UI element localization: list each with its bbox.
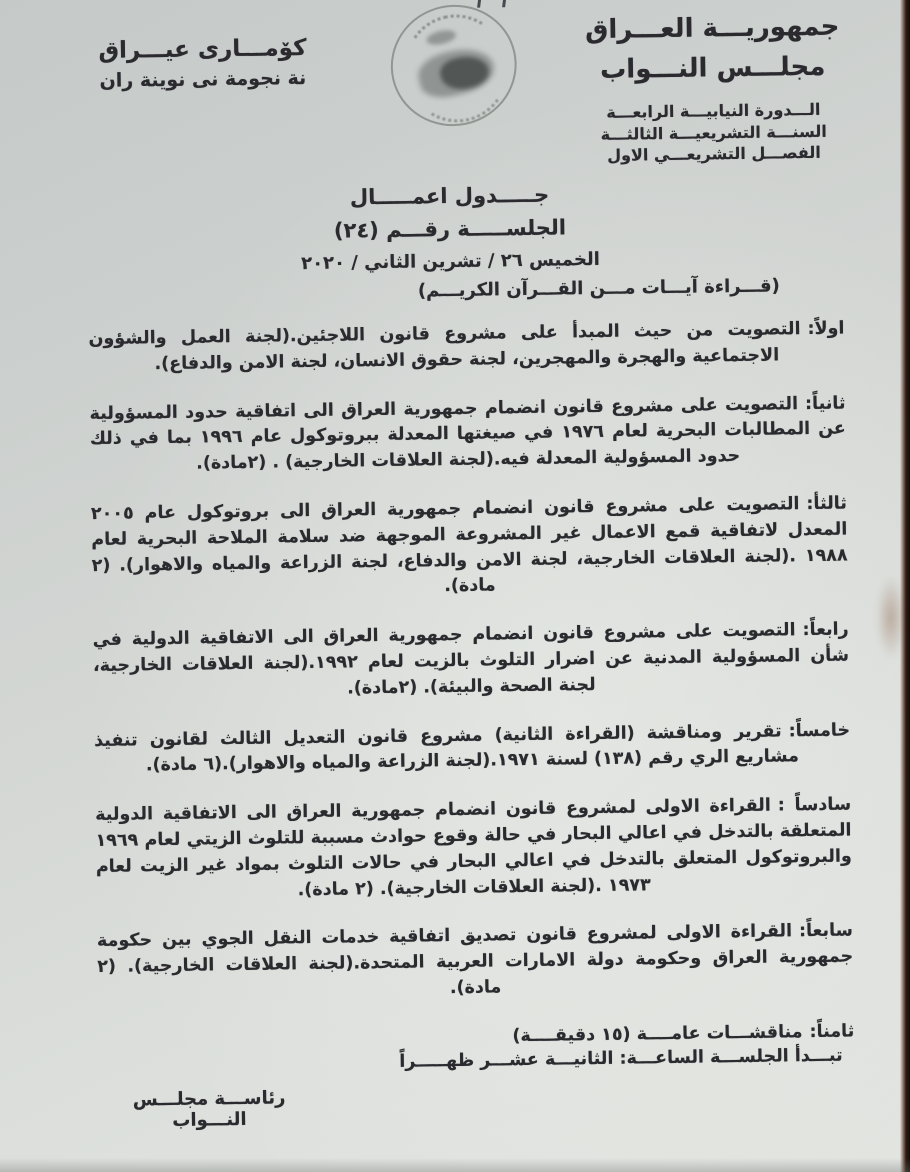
agenda-item-text: التصويت على مشروع قانون انضمام جمهورية العراق الى بروتوكول عام ٢٠٠٥ المعدل لاتفاقية قمع الاعمال غير المشروعة الموجهة ضد سلامة الملاحة البحرية لعام ١٩٨٨ .(لجنة العلاقات الخارجية، لجنة الامن والدفاع، لجنة الزراعة والمياه والاهوار). (٢ مادة). bbox=[90, 494, 848, 597]
legislative-year-line: السنـــة التشريعيـــة الثالثـــة bbox=[600, 121, 827, 144]
republic-of-iraq-title: جمهوريـــة العـــراق bbox=[584, 11, 840, 46]
agenda-list bbox=[88, 317, 854, 1079]
top-edge-mark bbox=[477, 0, 507, 8]
agenda-title: جـــــدول اعمـــــال bbox=[349, 182, 550, 210]
council-of-representatives-title: مجلـــس النـــواب bbox=[599, 51, 826, 85]
agenda-item bbox=[94, 718, 851, 780]
council-seal-icon bbox=[379, 0, 529, 138]
agenda-item bbox=[88, 317, 845, 379]
quran-reading-line: (قـــراءة آيـــات مـــن القـــرآن الكريـــم) bbox=[417, 275, 780, 302]
agenda-item-text: تقرير ومناقشة (القراءة الثانية) مشروع قانون التعديل الثالث لقانون تنفيذ مشاريع الري رقم (١٣٨) لسنة ١٩٧١.(لجنة الزراعة والمياه والاهوار).(٦ مادة). bbox=[93, 721, 800, 776]
kurdish-republic-line: كۆمـــارى عيـــراق bbox=[98, 35, 307, 64]
scan-edge-shadow bbox=[900, 0, 910, 1172]
scan-bottom-shade bbox=[0, 1158, 910, 1172]
agenda-item-text: القراءة الاولى لمشروع قانون انضمام جمهورية العراق الى الاتفاقية الدولية المتعلقة بالتدخل في اعالي البحار في حالة وقوع حوادث مسببة للتلوث الزيتي لعام ١٩٦٩ والبروتوكول المتعلق بالتدخل في اعالي البحار في حالات التلوث بمواد غير الزيت لعام ١٩٧٣ .(لجنة العلاقات الخارجية). (٢ مادة). bbox=[95, 795, 852, 900]
agenda-item-text: التصويت من حيث المبدأ على مشروع قانون اللاجئين.(لجنة العمل والشؤون الاجتماعية والهجرة والمهجرين، لجنة حقوق الانسان، لجنة الامن والدفاع). bbox=[88, 319, 801, 374]
agenda-item-number: ثالثأ: bbox=[806, 493, 848, 515]
agenda-item bbox=[89, 391, 846, 479]
agenda-item bbox=[97, 919, 854, 1007]
agenda-item-text: مناقشـــات عامــــة (١٥ دقيقــــة) bbox=[512, 1021, 803, 1046]
session-date-line: الخميس ٢٦ / تشرين الثاني / ٢٠٢٠ bbox=[300, 248, 600, 275]
agenda-item-number: رابعاً: bbox=[802, 619, 849, 641]
presidency-signature-line: رئاســـة مجلـــس النـــواب bbox=[132, 1087, 286, 1131]
agenda-item bbox=[91, 492, 848, 606]
session-start-time-line: تبـــدأ الجلســـة الساعـــة: الثانيـــة عشـــر ظهـــــراً bbox=[399, 1045, 843, 1072]
letterhead-arabic bbox=[562, 6, 864, 167]
legislative-chapter-line: الفصـــل التشريعـــي الاول bbox=[607, 142, 821, 165]
agenda-title-block bbox=[174, 176, 725, 281]
agenda-item-number: خامساً: bbox=[788, 720, 851, 741]
agenda-item-text: القراءة الاولى لمشروع قانون تصديق اتفاقية خدمات النقل الجوي بين حكومة جمهورية العراق وحكومة دولة الامارات العربية المتحدة.(لجنة العلاقات الخارجية). (٢ مادة). bbox=[96, 921, 854, 999]
agenda-item bbox=[95, 793, 852, 907]
kurdish-council-line: نة نجومة نى نوينة ران bbox=[99, 67, 307, 92]
session-number-line: الجلســـــة رقـــم (٢٤) bbox=[333, 215, 567, 243]
agenda-item-number: سابعاً: bbox=[798, 920, 853, 942]
agenda-item-number: ثانياً: bbox=[804, 393, 846, 414]
agenda-item-number: ثامناً: bbox=[809, 1021, 855, 1042]
agenda-item-text: التصويت على مشروع قانون انضمام جمهورية العراق الى الاتفاقية الدولية في شأن المسؤولية المدنية عن اضرار التلوث بالزيت لعام ١٩٩٢.(لجنة العلاقات الخارجية، لجنة الصحة والبيئة). (٢مادة). bbox=[92, 620, 850, 699]
session-term-lines bbox=[563, 98, 864, 167]
agenda-item-number: سادساً : bbox=[777, 794, 852, 816]
agenda-item bbox=[93, 618, 850, 706]
letterhead-kurdish bbox=[76, 32, 329, 96]
parliamentary-term-line: الـــدورة النيابيـــة الرابعـــة bbox=[606, 99, 821, 122]
agenda-item-text: التصويت على مشروع قانون انضمام جمهورية العراق الى اتفاقية حدود المسؤولية عن المطالبات البحرية لعام ١٩٧٦ في صيغتها المعدلة ببروتوكول عام ١٩٩٦ بما في ذلك حدود المسؤولية المعدلة فيه.(لجنة العلاقات الخارجية) . (٢مادة). bbox=[89, 393, 846, 474]
agenda-item-number: اولاً: bbox=[807, 318, 845, 340]
